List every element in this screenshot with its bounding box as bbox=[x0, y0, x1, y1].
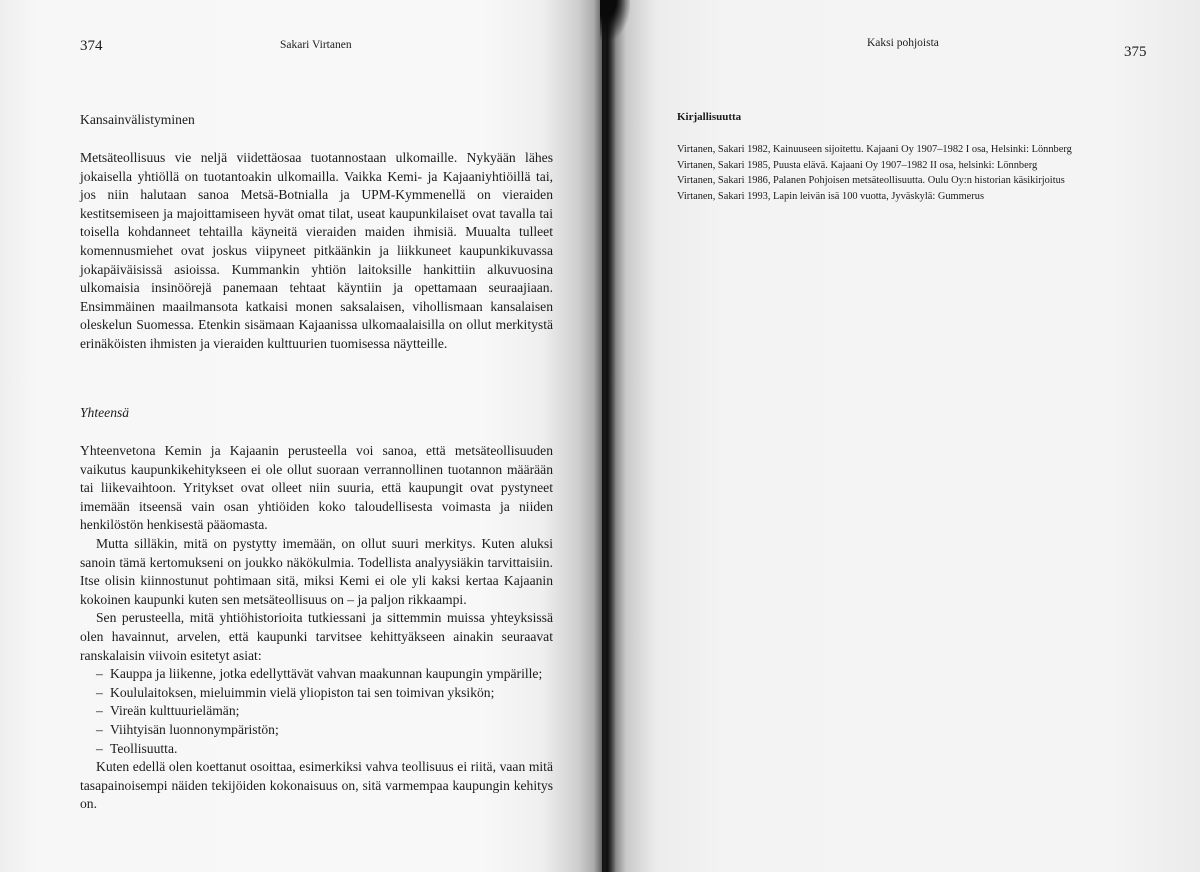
list-dash: – bbox=[96, 703, 103, 719]
section-heading-yhteensa: Yhteensä bbox=[80, 405, 130, 420]
list-item bbox=[80, 665, 553, 684]
bibliography-entry: Virtanen, Sakari 1982, Kainuuseen sijoitettu. Kajaani Oy 1907–1982 I osa, Helsinki: Lönnberg bbox=[677, 144, 1072, 155]
list-item-text: Koululaitoksen, mieluimmin vielä yliopiston tai sen toimivan yksikön; bbox=[110, 684, 495, 700]
paragraph: Kuten edellä olen koettanut osoittaa, esimerkiksi vahva teollisuus ei riitä, vaan mitä tasapainoisempi näiden tekijöiden kokonaisuus on, sitä varmempaa kaupungin kehitys on. bbox=[80, 759, 553, 812]
list-dash: – bbox=[96, 684, 103, 700]
bibliography-list bbox=[677, 142, 1167, 204]
section1-body bbox=[80, 149, 553, 354]
list-item-text: Viihtyisän luonnonympäristön; bbox=[110, 721, 279, 737]
paragraph: Sen perusteella, mitä yhtiöhistorioita tutkiessani ja sittemmin muissa yhteyksissä olen havainnut, arvelen, että kaupunki tarvitsee kehittyäkseen ainakin seuraavat ranskalaisin viivoin esitetyt asiat: bbox=[80, 610, 553, 663]
requirements-list bbox=[80, 665, 553, 758]
list-dash: – bbox=[96, 721, 103, 737]
list-item-text: Kauppa ja liikenne, jotka edellyttävät vahvan maakunnan kaupungin ympärille; bbox=[110, 666, 543, 682]
running-head: Kaksi pohjoista bbox=[867, 37, 939, 49]
section-heading-kansainvalistyminen: Kansainvälistyminen bbox=[80, 112, 195, 127]
list-item bbox=[80, 740, 553, 759]
paragraph: Mutta silläkin, mitä on pystytty imemään, on ollut suuri merkitys. Kuten aluksi sanoin tämä kertomukseni on joukko näkökulmia. Todellista analyysiäkin tarvittaisiin. Itse olisin kiinnostunut pohtimaan sitä, miksi Kemi ei ole yli kaksi kertaa Kajaanin kokoinen kaupunki kuten sen metsäteollisuus on – ja paljon rikkaampi. bbox=[80, 535, 553, 607]
list-item-text: Vireän kulttuurielämän; bbox=[110, 703, 240, 719]
list-item bbox=[80, 702, 553, 721]
right-page bbox=[602, 0, 1200, 872]
list-dash: – bbox=[96, 740, 103, 756]
page-number: 375 bbox=[1124, 44, 1147, 60]
bibliography-heading: Kirjallisuutta bbox=[677, 111, 742, 123]
list-item bbox=[80, 684, 553, 703]
bibliography-entry: Virtanen, Sakari 1986, Palanen Pohjoisen metsäteollisuutta. Oulu Oy:n historian käsikirjoitus bbox=[677, 175, 1065, 187]
list-item-text: Teollisuutta. bbox=[110, 740, 178, 756]
running-head: Sakari Virtanen bbox=[280, 39, 352, 51]
bibliography-entry: Virtanen, Sakari 1993, Lapin leivän isä 100 vuotta, Jyväskylä: Gummerus bbox=[677, 190, 984, 202]
list-item bbox=[80, 721, 553, 740]
list-dash: – bbox=[96, 666, 103, 682]
book-spine-top-shadow bbox=[600, 0, 630, 40]
section2-body bbox=[80, 442, 553, 814]
book-spine-shadow bbox=[594, 0, 616, 872]
paragraph: Yhteenvetona Kemin ja Kajaanin perusteella voi sanoa, että metsäteollisuuden vaikutus kaupunkikehitykseen ei ole ollut suoraan verrannollinen tuotannon määrään tai liikevaihtoon. Yritykset ovat olleet niin suuria, että kaupungit ovat pystyneet imemään itseensä vain osan yhtiöiden koko taloudellisesta voimasta ja niiden henkilöstön henkisestä pääomasta. bbox=[80, 443, 553, 533]
bibliography-entry: Virtanen, Sakari 1985, Puusta elävä. Kajaani Oy 1907–1982 II osa, helsinki: Lönnberg bbox=[677, 159, 1038, 171]
page-number: 374 bbox=[80, 38, 103, 54]
paragraph: Metsäteollisuus vie neljä viidettäosaa tuotannostaan ulkomaille. Nykyään lähes jokaisella yhtiöllä on tuotantoakin ulkomailla. Vaikka Kemi- ja Kajaaniyhtiöillä tai, jos niin halutaan sanoa Metsä-Botnialla ja UPM-Kymmenellä on vieraiden kestitsemiseen ja majoittamiseen hyvät omat tilat, useat kaupunkilaiset ovat tavalla tai toisella kohdanneet tehtailla käyneitä vieraiden maiden ihmisiä. Muualta tulleet komennusmiehet ovat joskus viipyneet pitkäänkin ja liikkuneet kaupunkikuvassa jokapäiväisissä asioissa. Kummankin yhtiön laitoksille hankittiin alkuvuosina ulkomaisia insinöörejä panemaan tehtaat käyntiin ja opettamaan seuraajiaan. Ensimmäinen maailmansota katkaisi monen saksalaisen, vihollismaan kansalaisen oleskelun Suomessa. Etenkin sisämaan Kajaanissa ulkomaalaisilla on ollut merkitystä erinäköisten ihmisten ja vieraiden kulttuurien tuomisessa näytteille. bbox=[80, 150, 553, 351]
